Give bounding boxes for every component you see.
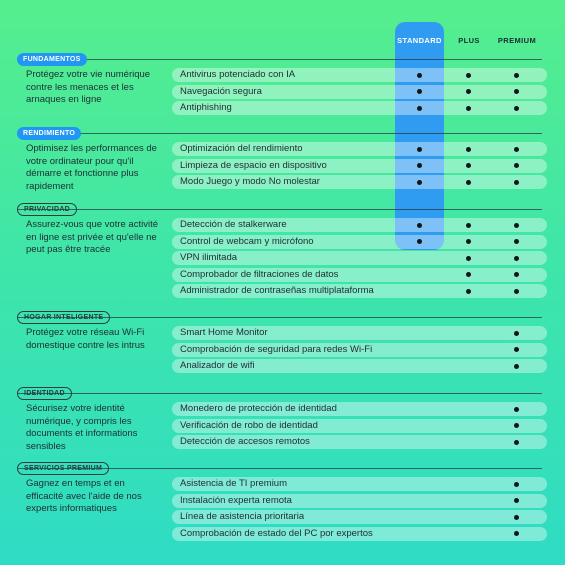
feature-label: Comprobación de estado del PC por expertos	[180, 527, 373, 539]
feature-row	[172, 68, 547, 82]
section-description: Sécurisez votre identité numérique, y compris les documents et informations sensibles	[26, 403, 138, 452]
section-tag: IDENTIDAD	[17, 387, 72, 400]
section-description: Assurez-vous que votre activité en ligne est privée et qu'elle ne peut pas être tracée	[26, 219, 159, 255]
section-tag: HOGAR INTELIGENTE	[17, 311, 110, 324]
feature-label: Monedero de protección de identidad	[180, 403, 337, 414]
feature-label: Navegación segura	[180, 85, 262, 97]
feature-label: Antivirus potenciado con IA	[180, 69, 296, 80]
included-dot-icon-premium	[514, 89, 519, 94]
feature-label: Smart Home Monitor	[180, 327, 268, 338]
included-dot-icon-standard	[417, 180, 422, 185]
included-dot-icon-premium	[514, 147, 519, 152]
included-dot-icon-premium	[514, 498, 519, 503]
feature-label: Limpieza de espacio en dispositivo	[180, 159, 327, 171]
included-dot-icon-premium	[514, 163, 519, 168]
included-dot-icon-premium	[514, 347, 519, 352]
section-tag: FUNDAMENTOS	[17, 53, 87, 66]
section-tag: PRIVACIDAD	[17, 203, 77, 216]
feature-row	[172, 175, 547, 189]
feature-row	[172, 419, 547, 433]
feature-row	[172, 402, 547, 416]
section-description: Protégez votre réseau Wi-Fi domestique contre les intrus	[26, 327, 145, 351]
included-dot-icon-premium	[514, 482, 519, 487]
feature-label: Verificación de robo de identidad	[180, 419, 318, 431]
feature-row	[172, 142, 547, 156]
feature-label: Detección de accesos remotos	[180, 436, 310, 447]
included-dot-icon-plus	[466, 89, 471, 94]
section-divider	[17, 393, 542, 394]
feature-label: Asistencia de TI premium	[180, 478, 288, 489]
included-dot-icon-premium	[514, 407, 519, 412]
feature-label: Antiphishing	[180, 102, 232, 113]
feature-label: Línea de asistencia prioritaria	[180, 511, 305, 522]
included-dot-icon-plus	[466, 73, 471, 78]
section-description: Optimisez les performances de votre ordinateur pour qu'il démarre et fonctionne plus rapidement	[26, 143, 157, 192]
included-dot-icon-premium	[514, 180, 519, 185]
included-dot-icon-standard	[417, 239, 422, 244]
feature-label: Administrador de contraseñas multiplataforma	[180, 285, 374, 296]
feature-row	[172, 435, 547, 449]
section-description: Gagnez en temps et en efficacité avec l'aide de nos experts informatiques	[26, 478, 142, 514]
included-dot-icon-standard	[417, 147, 422, 152]
included-dot-icon-standard	[417, 223, 422, 228]
included-dot-icon-plus	[466, 180, 471, 185]
included-dot-icon-premium	[514, 272, 519, 277]
feature-row	[172, 494, 547, 508]
included-dot-icon-premium	[514, 515, 519, 520]
included-dot-icon-premium	[514, 423, 519, 428]
feature-row	[172, 326, 547, 340]
section-divider	[17, 133, 542, 134]
feature-row	[172, 510, 547, 524]
included-dot-icon-premium	[514, 331, 519, 336]
column-header-standard: STANDARD	[397, 36, 442, 45]
feature-row	[172, 284, 547, 298]
feature-row	[172, 218, 547, 232]
feature-row	[172, 251, 547, 265]
included-dot-icon-plus	[466, 223, 471, 228]
section-description: Protégez votre vie numérique contre les menaces et les arnaques en ligne	[26, 69, 151, 105]
section-divider	[17, 59, 542, 60]
included-dot-icon-plus	[466, 256, 471, 261]
included-dot-icon-plus	[466, 163, 471, 168]
feature-row	[172, 343, 547, 357]
included-dot-icon-premium	[514, 239, 519, 244]
feature-label: Comprobador de filtraciones de datos	[180, 268, 339, 280]
feature-row	[172, 527, 547, 541]
feature-row	[172, 235, 547, 249]
feature-row	[172, 477, 547, 491]
column-header-premium: PREMIUM	[497, 36, 537, 45]
included-dot-icon-premium	[514, 289, 519, 294]
included-dot-icon-premium	[514, 106, 519, 111]
feature-label: Instalación experta remota	[180, 494, 292, 506]
feature-label: Optimización del rendimiento	[180, 143, 303, 154]
included-dot-icon-standard	[417, 89, 422, 94]
feature-label: Control de webcam y micrófono	[180, 235, 314, 247]
section-tag: RENDIMIENTO	[17, 127, 81, 140]
feature-label: Detección de stalkerware	[180, 219, 287, 230]
feature-row	[172, 159, 547, 173]
section-tag: SERVICIOS PREMIUM	[17, 462, 109, 475]
included-dot-icon-plus	[466, 147, 471, 152]
included-dot-icon-plus	[466, 106, 471, 111]
included-dot-icon-plus	[466, 239, 471, 244]
section-divider	[17, 209, 542, 210]
feature-label: Modo Juego y modo No molestar	[180, 176, 320, 187]
feature-row	[172, 268, 547, 282]
feature-row	[172, 101, 547, 115]
included-dot-icon-premium	[514, 73, 519, 78]
included-dot-icon-plus	[466, 272, 471, 277]
feature-label: Comprobación de seguridad para redes Wi-Fi	[180, 343, 373, 355]
feature-row	[172, 85, 547, 99]
included-dot-icon-premium	[514, 223, 519, 228]
feature-label: VPN ilimitada	[180, 252, 238, 263]
included-dot-icon-premium	[514, 440, 519, 445]
feature-row	[172, 359, 547, 373]
column-header-plus: PLUS	[458, 36, 480, 45]
included-dot-icon-premium	[514, 256, 519, 261]
included-dot-icon-premium	[514, 531, 519, 536]
included-dot-icon-standard	[417, 106, 422, 111]
included-dot-icon-standard	[417, 73, 422, 78]
included-dot-icon-standard	[417, 163, 422, 168]
standard-column-highlight	[395, 22, 444, 250]
included-dot-icon-premium	[514, 364, 519, 369]
feature-label: Analizador de wifi	[180, 360, 255, 371]
included-dot-icon-plus	[466, 289, 471, 294]
